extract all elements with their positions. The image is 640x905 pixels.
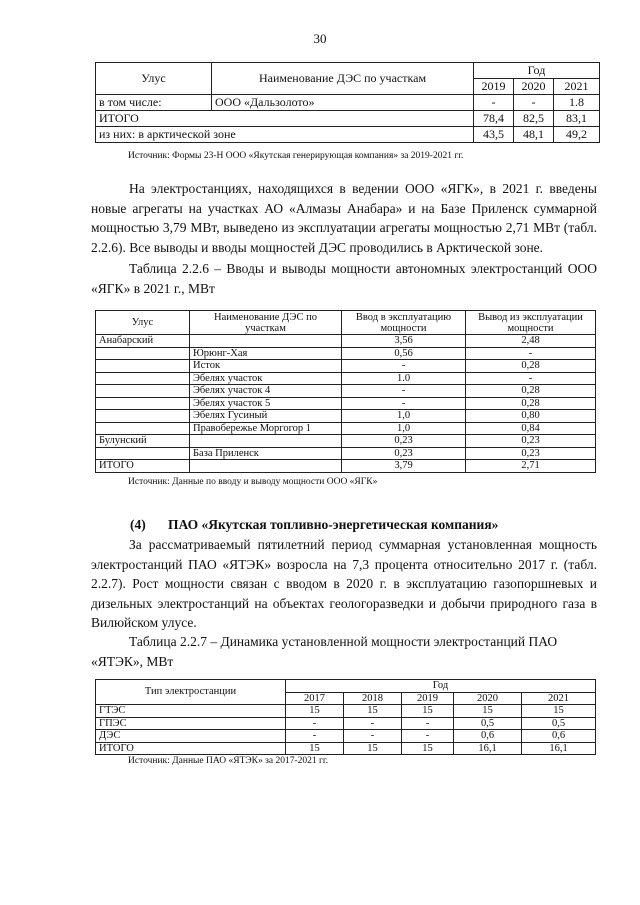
row-label: в том числе: [96, 95, 212, 111]
header-des-name: Наименование ДЭС по участкам [190, 311, 342, 335]
cell-2017: 15 [286, 705, 344, 718]
caption-text: Таблица 2.2.7 – Динамика установленной мощности электростанций ПАО «ЯТЭК», МВт [91, 634, 558, 669]
caption-text: Таблица 2.2.6 – Вводы и выводы мощности автономных электростанций ООО «ЯГК» в 2021 г., МВт [91, 261, 597, 296]
cell-2019: 15 [402, 705, 454, 718]
cell-input: - [342, 385, 466, 398]
cell-2019: 15 [402, 742, 454, 755]
cell-ulus [96, 347, 190, 360]
cell-ulus: Булунский [96, 435, 190, 448]
section-number: (4) [130, 517, 146, 532]
table-row [96, 460, 596, 473]
cell-output: 0,23 [466, 447, 596, 460]
paragraph-text: На электростанциях, находящихся в ведении ООО «ЯГК», в 2021 г. введены новые агрегаты на участках АО «Алмазы Анабара» и на Базе Приленск суммарной мощностью 3,79 МВт, выведено из эксплуатации агрегаты мощностью 2,71 МВт (табл. 2.2.6). Все выводы и вводы мощностей ДЭС проводились в Арктической зоне. [91, 181, 597, 255]
cell-2019: - [402, 717, 454, 730]
cell-name: Эбелях Гусиный [190, 410, 342, 423]
cell-output: 0,80 [466, 410, 596, 423]
cell-ulus [96, 397, 190, 410]
table-row [96, 717, 596, 730]
cell-output: 0,28 [466, 385, 596, 398]
cell-2018: - [344, 730, 402, 743]
cell-output: 0,23 [466, 435, 596, 448]
table-row [96, 422, 596, 435]
table-row [96, 435, 596, 448]
cell-input: 0,23 [342, 435, 466, 448]
page-number: 30 [313, 31, 327, 46]
header-des-name: Наименование ДЭС по участкам [212, 63, 474, 95]
cell-input: - [342, 360, 466, 373]
cell-2019: - [402, 730, 454, 743]
cell-name [190, 460, 342, 473]
cell-name: Правобережье Моргогор 1 [190, 422, 342, 435]
cell-input: 3,56 [342, 335, 466, 348]
cell-name: Эбелях участок [190, 372, 342, 385]
cell-input: - [342, 397, 466, 410]
cell-ulus: ИТОГО [96, 460, 190, 473]
cell-output: 0,28 [466, 360, 596, 373]
header-year: Год [286, 680, 596, 693]
cell-name: Исток [190, 360, 342, 373]
cell-2021: 16,1 [522, 742, 596, 755]
table-row [96, 95, 600, 111]
cell-name: База Приленск [190, 447, 342, 460]
cell-output: - [466, 347, 596, 360]
header-year-2021: 2021 [522, 692, 596, 705]
cell-input: 1,0 [342, 410, 466, 423]
cell-type: ИТОГО [96, 742, 286, 755]
row-label: ИТОГО [96, 111, 474, 127]
cell-name [190, 435, 342, 448]
table-row [96, 742, 596, 755]
header-year-2020: 2020 [454, 692, 522, 705]
header-year-2019: 2019 [474, 79, 514, 95]
table-row [96, 447, 596, 460]
cell-2020: 16,1 [454, 742, 522, 755]
cell-2021: 15 [522, 705, 596, 718]
cell-ulus [96, 360, 190, 373]
cell-2018: 15 [344, 742, 402, 755]
cell-2017: - [286, 717, 344, 730]
cell-input: 3,79 [342, 460, 466, 473]
cell-2020: 48,1 [514, 127, 554, 143]
header-output: Вывод из эксплуатации мощности [466, 311, 596, 335]
cell-2019: 78,4 [474, 111, 514, 127]
section-heading [130, 517, 498, 533]
section-title: ПАО «Якутская топливно-энергетическая компания» [168, 517, 499, 532]
cell-output: 2,71 [466, 460, 596, 473]
cell-output: 0,84 [466, 422, 596, 435]
cell-name [190, 335, 342, 348]
table1-source: Источник: Формы 23-Н ООО «Якутская генерирующая компания» за 2019-2021 гг. [128, 151, 464, 161]
table-row [96, 111, 600, 127]
paragraph-ygk [91, 179, 597, 257]
cell-name: Юрюнг-Хая [190, 347, 342, 360]
table-row [96, 347, 596, 360]
table-row [96, 730, 596, 743]
table-row [96, 335, 596, 348]
header-ulus: Улус [96, 311, 190, 335]
cell-2017: - [286, 730, 344, 743]
cell-2020: 0,5 [454, 717, 522, 730]
cell-2020: - [514, 95, 554, 111]
table-yatek-capacity [95, 679, 596, 755]
cell-input: 0,56 [342, 347, 466, 360]
table-row [96, 397, 596, 410]
cell-2020: 82,5 [514, 111, 554, 127]
cell-ulus [96, 372, 190, 385]
table3-caption [91, 632, 597, 671]
header-type: Тип электростанции [96, 680, 286, 705]
cell-2019: 43,5 [474, 127, 514, 143]
cell-type: ДЭС [96, 730, 286, 743]
table-capacity-changes [95, 310, 596, 473]
cell-output: 0,28 [466, 397, 596, 410]
paragraph-text: За рассматриваемый пятилетний период суммарная установленная мощность электростанций ПАО «ЯТЭК» возросла на 7,3 процента относительно 2017 г. (табл. 2.2.7). Рост мощности связан с вводом в 2020 г. в эксплуатацию газопоршневых и дизельных электростанций на объектах геологоразведки и добычи природного газа в Вилюйском улусе. [91, 537, 597, 630]
cell-ulus [96, 385, 190, 398]
table-des-by-ulus [95, 62, 600, 143]
cell-2021: 0,6 [522, 730, 596, 743]
cell-2021: 83,1 [554, 111, 600, 127]
cell-input: 1,0 [342, 422, 466, 435]
row-name: ООО «Дальзолото» [212, 95, 474, 111]
cell-2020: 0,6 [454, 730, 522, 743]
table3-source: Источник: Данные ПАО «ЯТЭК» за 2017-2021 гг. [128, 756, 329, 766]
cell-output: 2,48 [466, 335, 596, 348]
cell-type: ГПЭС [96, 717, 286, 730]
header-ulus: Улус [96, 63, 212, 95]
cell-output: - [466, 372, 596, 385]
paragraph-yatek [91, 535, 597, 633]
header-year-2017: 2017 [286, 692, 344, 705]
header-year-2020: 2020 [514, 79, 554, 95]
table-row [96, 360, 596, 373]
cell-input: 0,23 [342, 447, 466, 460]
table2-caption [91, 259, 597, 298]
cell-2021: 49,2 [554, 127, 600, 143]
cell-2019: - [474, 95, 514, 111]
table-row [96, 705, 596, 718]
cell-ulus: Анабарский [96, 335, 190, 348]
table-row [96, 385, 596, 398]
cell-ulus [96, 422, 190, 435]
cell-name: Эбелях участок 4 [190, 385, 342, 398]
cell-2021: 1.8 [554, 95, 600, 111]
header-year-2019: 2019 [402, 692, 454, 705]
header-year: Год [474, 63, 600, 79]
cell-2018: 15 [344, 705, 402, 718]
table2-source: Источник: Данные по вводу и выводу мощности ООО «ЯГК» [128, 477, 378, 487]
cell-2020: 15 [454, 705, 522, 718]
cell-2021: 0,5 [522, 717, 596, 730]
header-input: Ввод в эксплуатацию мощности [342, 311, 466, 335]
cell-type: ГТЭС [96, 705, 286, 718]
cell-name: Эбелях участок 5 [190, 397, 342, 410]
table-row [96, 372, 596, 385]
header-year-2018: 2018 [344, 692, 402, 705]
cell-2018: - [344, 717, 402, 730]
table-row [96, 127, 600, 143]
header-year-2021: 2021 [554, 79, 600, 95]
cell-input: 1.0 [342, 372, 466, 385]
table-row [96, 410, 596, 423]
cell-2017: 15 [286, 742, 344, 755]
row-label: из них: в арктической зоне [96, 127, 474, 143]
cell-ulus [96, 410, 190, 423]
cell-ulus [96, 447, 190, 460]
